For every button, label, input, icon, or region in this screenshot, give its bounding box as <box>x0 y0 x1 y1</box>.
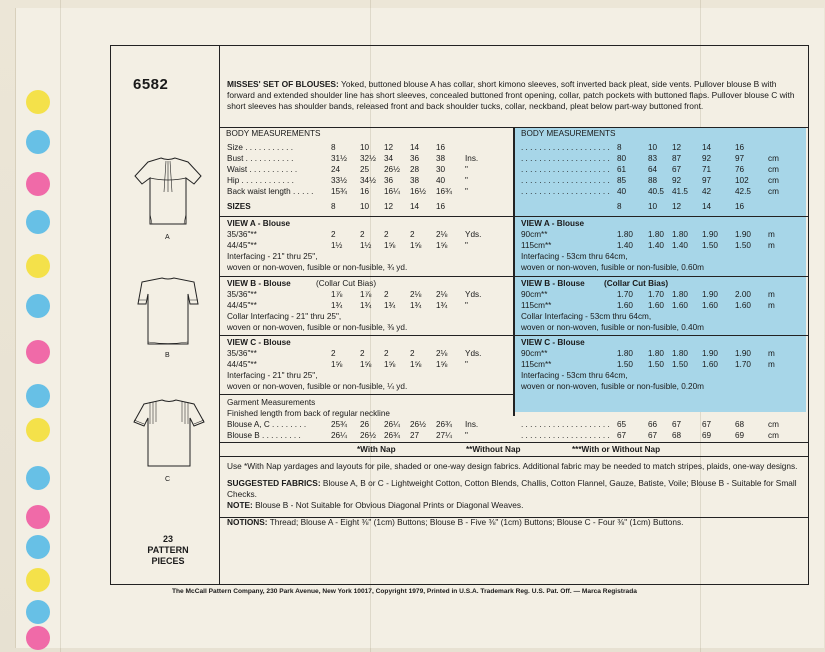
body-row-value: 16½ <box>410 187 426 196</box>
interfacing-note: woven or non-woven, fusible or non-fusible, ⅜ yd. <box>227 323 408 332</box>
body-row-label: Hip . . . . . . . . . . . . <box>227 176 294 185</box>
color-dot <box>26 172 50 196</box>
metric-body-row-value: 16 <box>735 143 745 152</box>
color-dot <box>26 600 50 624</box>
yardage-row-value: 1¾ <box>436 301 448 310</box>
body-row-unit: " <box>465 176 468 185</box>
yardage-row-value: 1⅝ <box>360 360 372 369</box>
metric-yardage-row-value: 1.90 <box>735 230 751 239</box>
metric-yardage-row-value: 2.00 <box>735 290 751 299</box>
body-row-value: 40 <box>436 176 446 185</box>
interfacing-note: Collar Interfacing - 21" thru 25", <box>227 312 342 321</box>
blouse-a-back-sketch <box>128 152 208 230</box>
metric-yardage-row-value: 1.40 <box>672 241 688 250</box>
body-row-label: Back waist length . . . . . <box>227 187 314 196</box>
body-row-value: 34 <box>384 154 394 163</box>
size-header: 14 <box>410 202 420 211</box>
body-row-value: 38 <box>436 154 446 163</box>
yardage-row-value: 2 <box>331 230 336 239</box>
metric-yardage-row-value: 1.50 <box>702 241 718 250</box>
interfacing-note: woven or non-woven, fusible or non-fusible, ¼ yd. <box>227 382 408 391</box>
metric-view-title: VIEW B - Blouse <box>521 279 585 288</box>
metric-yardage-row-value: 1.60 <box>672 301 688 310</box>
metric-garment-row-value: 65 <box>617 420 627 429</box>
metric-size-header: 12 <box>672 202 682 211</box>
imperial-heading: BODY MEASUREMENTS <box>226 129 321 138</box>
metric-interfacing-note: Interfacing - 53cm thru 64cm, <box>521 252 628 261</box>
pattern-pieces <box>128 534 208 567</box>
blouse-b-back-sketch <box>128 272 208 350</box>
metric-yardage-row-value: 1.90 <box>702 230 718 239</box>
body-row-label: Size . . . . . . . . . . . <box>227 143 293 152</box>
sizes-label: SIZES <box>227 202 251 211</box>
yardage-row-label: 35/36"** <box>227 349 257 358</box>
metric-interfacing-note: woven or non-woven, fusible or non-fusible, 0.40m <box>521 323 704 332</box>
body-row-value: 8 <box>331 143 336 152</box>
metric-interfacing-note: woven or non-woven, fusible or non-fusible, 0.20m <box>521 382 704 391</box>
metric-garment-row-value: 69 <box>702 431 712 440</box>
body-row-value: 25 <box>360 165 370 174</box>
body-row-value: 36 <box>384 176 394 185</box>
metric-body-row-unit: cm <box>768 154 779 163</box>
view-title: VIEW A - Blouse <box>227 219 291 228</box>
garment-row-unit: Ins. <box>465 420 479 429</box>
yardage-row-value: 2⅛ <box>410 290 422 299</box>
metric-garment-row-unit: cm <box>768 420 779 429</box>
divider <box>220 442 809 443</box>
garment-row-value: 26½ <box>360 431 376 440</box>
body-row-value: 32½ <box>360 154 376 163</box>
garment-row-value: 26½ <box>410 420 426 429</box>
view-title: VIEW C - Blouse <box>227 338 291 347</box>
metric-yardage-row-unit: m <box>768 290 775 299</box>
yardage-row-value: 2 <box>331 349 336 358</box>
metric-yardage-row-label: 115cm** <box>521 241 552 250</box>
color-dot <box>26 466 50 490</box>
garment-sub: Finished length from back of regular neckline <box>227 409 390 418</box>
metric-body-row-value: 97 <box>702 176 712 185</box>
metric-size-header: 8 <box>617 202 622 211</box>
view-title: VIEW B - Blouse <box>227 279 291 288</box>
metric-view-subtitle: (Collar Cut Bias) <box>604 279 669 288</box>
view-label-a: A <box>165 234 170 241</box>
divider <box>220 276 809 277</box>
divider <box>220 127 809 128</box>
color-dot <box>26 418 50 442</box>
body-row-value: 28 <box>410 165 420 174</box>
metric-yardage-row-value: 1.60 <box>702 360 718 369</box>
garment-row-label: Blouse B . . . . . . . . . <box>227 431 301 440</box>
metric-yardage-row-value: 1.90 <box>702 349 718 358</box>
metric-body-row-value: 88 <box>648 176 658 185</box>
notions-label: NOTIONS: <box>227 517 268 527</box>
body-row-value: 36 <box>410 154 420 163</box>
yardage-row-value: 2⅛ <box>436 230 448 239</box>
body-row-value: 30 <box>436 165 446 174</box>
view-label-c: C <box>165 476 171 483</box>
metric-yardage-row-value: 1.80 <box>672 290 688 299</box>
yardage-row-label: 35/36"** <box>227 290 257 299</box>
nap-with: *With Nap <box>357 445 396 454</box>
metric-body-row-value: 41.5 <box>672 187 688 196</box>
metric-yardage-row-label: 115cm** <box>521 301 552 310</box>
metric-yardage-row-unit: m <box>768 241 775 250</box>
fold-line <box>60 0 61 652</box>
metric-garment-row-leader: . . . . . . . . . . . . . . . . . . . . <box>521 431 610 440</box>
metric-body-row-value: 83 <box>648 154 658 163</box>
metric-yardage-row-value: 1.40 <box>648 241 664 250</box>
garment-row-label: Blouse A, C . . . . . . . . <box>227 420 307 429</box>
metric-yardage-row-value: 1.50 <box>735 241 751 250</box>
metric-body-row-value: 87 <box>672 154 682 163</box>
size-header: 8 <box>331 202 336 211</box>
metric-body-row-value: 61 <box>617 165 627 174</box>
metric-yardage-row-label: 90cm** <box>521 349 548 358</box>
yardage-row-value: 1⅝ <box>410 360 422 369</box>
body-row-value: 31½ <box>331 154 347 163</box>
body-row-unit: Ins. <box>465 154 479 163</box>
metric-view-title: VIEW A - Blouse <box>521 219 585 228</box>
metric-size-header: 14 <box>702 202 712 211</box>
yardage-row-value: 1⅝ <box>384 360 396 369</box>
yardage-row-value: 2 <box>384 290 389 299</box>
divider <box>220 456 809 457</box>
yardage-row-label: 44/45"** <box>227 360 257 369</box>
metric-garment-row-value: 67 <box>648 431 658 440</box>
metric-body-row-value: 64 <box>648 165 658 174</box>
interfacing-note: woven or non-woven, fusible or non-fusible, ¾ yd. <box>227 263 408 272</box>
metric-body-row-value: 14 <box>702 143 712 152</box>
body-row-label: Waist . . . . . . . . . . . <box>227 165 298 174</box>
metric-heading: BODY MEASUREMENTS <box>521 129 616 138</box>
metric-body-row-value: 42 <box>702 187 712 196</box>
color-dot <box>26 340 50 364</box>
yardage-row-unit: " <box>465 360 468 369</box>
view-label-b: B <box>165 352 170 359</box>
body-row-value: 24 <box>331 165 341 174</box>
body-row-value: 33½ <box>331 176 347 185</box>
yardage-row-value: 1⅝ <box>331 360 343 369</box>
metric-yardage-row-value: 1.80 <box>648 349 664 358</box>
metric-interfacing-note: Interfacing - 53cm thru 64cm, <box>521 371 628 380</box>
garment-row-value: 26¼ <box>331 431 347 440</box>
pieces-label-2: PIECES <box>151 556 185 566</box>
color-dot <box>26 384 50 408</box>
metric-yardage-row-unit: m <box>768 230 775 239</box>
metric-body-row-value: 97 <box>735 154 745 163</box>
interfacing-note: Interfacing - 21" thru 25", <box>227 252 318 261</box>
garment-row-value: 27¼ <box>436 431 452 440</box>
metric-body-row-value: 40.5 <box>648 187 664 196</box>
yardage-row-unit: Yds. <box>465 230 482 239</box>
metric-yardage-row-value: 1.90 <box>735 349 751 358</box>
yardage-row-label: 35/36"** <box>227 230 257 239</box>
yardage-row-value: 1½ <box>360 241 372 250</box>
yardage-row-unit: " <box>465 301 468 310</box>
yardage-row-value: 1⅝ <box>384 241 396 250</box>
metric-interfacing-note: woven or non-woven, fusible or non-fusible, 0.60m <box>521 263 704 272</box>
metric-yardage-row-value: 1.40 <box>617 241 633 250</box>
color-dot <box>26 568 50 592</box>
divider <box>220 216 809 217</box>
metric-body-row-unit: cm <box>768 176 779 185</box>
nap-without: **Without Nap <box>466 445 521 454</box>
metric-yardage-row-value: 1.70 <box>648 290 664 299</box>
yardage-row-value: 2 <box>384 349 389 358</box>
yardage-row-unit: " <box>465 241 468 250</box>
metric-body-row-value: 71 <box>702 165 712 174</box>
yardage-row-value: 1½ <box>331 241 343 250</box>
pattern-number: 6582 <box>133 76 169 93</box>
notes <box>227 461 807 528</box>
body-row-value: 16 <box>360 187 370 196</box>
yardage-row-value: 2 <box>360 230 365 239</box>
metric-yardage-row-value: 1.70 <box>735 360 751 369</box>
yardage-row-value: 1¾ <box>331 301 343 310</box>
metric-body-row-value: 76 <box>735 165 745 174</box>
metric-body-row-leader: . . . . . . . . . . . . . . . . . . . . <box>521 187 610 196</box>
metric-garment-row-value: 68 <box>672 431 682 440</box>
metric-yardage-row-label: 90cm** <box>521 290 548 299</box>
yardage-row-value: 2 <box>410 230 415 239</box>
yardage-row-value: 1⅝ <box>436 360 448 369</box>
yardage-row-value: 2 <box>410 349 415 358</box>
metric-body-row-value: 12 <box>672 143 682 152</box>
view-subtitle: (Collar Cut Bias) <box>316 279 377 288</box>
yardage-row-value: 1⅞ <box>331 290 343 299</box>
garment-title: Garment Measurements <box>227 398 316 407</box>
yardage-row-value: 1⅝ <box>436 241 448 250</box>
metric-yardage-row-value: 1.50 <box>617 360 633 369</box>
metric-garment-row-leader: . . . . . . . . . . . . . . . . . . . . <box>521 420 610 429</box>
yardage-row-value: 2 <box>384 230 389 239</box>
metric-body-row-value: 92 <box>672 176 682 185</box>
metric-body-row-value: 42.5 <box>735 187 751 196</box>
metric-body-row-leader: . . . . . . . . . . . . . . . . . . . . <box>521 143 610 152</box>
blouse-c-back-sketch <box>126 394 212 474</box>
description-title: MISSES' SET OF BLOUSES: <box>227 79 339 89</box>
color-dot <box>26 535 50 559</box>
nap-usage-note: Use *With Nap yardages and layouts for pile, shaded or one-way design fabrics. Additional fabric may be needed to match stripes, plaids, one-way designs. <box>227 461 798 471</box>
metric-yardage-row-value: 1.80 <box>617 230 633 239</box>
yardage-row-value: 1¾ <box>384 301 396 310</box>
metric-garment-row-value: 67 <box>702 420 712 429</box>
body-row-unit: " <box>465 187 468 196</box>
metric-body-row-value: 85 <box>617 176 627 185</box>
metric-yardage-row-value: 1.80 <box>617 349 633 358</box>
metric-yardage-row-unit: m <box>768 349 775 358</box>
body-row-value: 10 <box>360 143 370 152</box>
garment-row-value: 25¾ <box>331 420 347 429</box>
metric-yardage-row-value: 1.60 <box>617 301 633 310</box>
metric-body-row-value: 92 <box>702 154 712 163</box>
pieces-count: 23 <box>162 534 173 544</box>
metric-yardage-row-unit: m <box>768 360 775 369</box>
color-dot <box>26 505 50 529</box>
fabrics-label: SUGGESTED FABRICS: <box>227 478 321 488</box>
metric-yardage-row-value: 1.50 <box>648 360 664 369</box>
metric-yardage-row-value: 1.60 <box>648 301 664 310</box>
metric-yardage-row-value: 1.80 <box>672 349 688 358</box>
divider <box>220 394 514 395</box>
metric-yardage-row-value: 1.60 <box>702 301 718 310</box>
body-row-value: 16 <box>436 143 446 152</box>
body-row-value: 12 <box>384 143 394 152</box>
metric-body-row-leader: . . . . . . . . . . . . . . . . . . . . <box>521 154 610 163</box>
metric-body-row-value: 40 <box>617 187 627 196</box>
publisher-footer: The McCall Pattern Company, 230 Park Avenue, New York 10017, Copyright 1979, Printed in U.S.A. Trademark Reg. U.S. Pat. Off. — Marca Registrada <box>172 588 637 595</box>
body-row-value: 14 <box>410 143 420 152</box>
yardage-row-value: 1⅞ <box>360 290 372 299</box>
metric-garment-row-unit: cm <box>768 431 779 440</box>
garment-row-value: 26 <box>360 420 370 429</box>
body-row-label: Bust . . . . . . . . . . . <box>227 154 294 163</box>
metric-garment-row-value: 68 <box>735 420 745 429</box>
garment-row-value: 26¼ <box>384 420 400 429</box>
yardage-row-value: 2⅛ <box>436 349 448 358</box>
note-text: Blouse B - Not Suitable for Obvious Diagonal Prints or Diagonal Weaves. <box>255 500 524 510</box>
yardage-row-unit: Yds. <box>465 349 482 358</box>
metric-yardage-row-label: 115cm** <box>521 360 552 369</box>
color-dot <box>26 254 50 278</box>
fabrics-text: Blouse A, B or C - Lightweight Cotton, Cotton Blends, Challis, Cotton Flannel, Gauze, Batiste, Voile; Blouse B - Suitable for Small Checks. <box>227 478 797 499</box>
body-row-value: 16¼ <box>384 187 400 196</box>
metric-yardage-row-value: 1.80 <box>672 230 688 239</box>
garment-row-unit: " <box>465 431 468 440</box>
yardage-row-value: 1¾ <box>410 301 422 310</box>
metric-yardage-row-value: 1.70 <box>617 290 633 299</box>
yardage-row-value: 2⅛ <box>436 290 448 299</box>
yardage-row-value: 2 <box>360 349 365 358</box>
description <box>227 79 805 112</box>
nap-either: ***With or Without Nap <box>572 445 661 454</box>
metric-garment-row-value: 67 <box>672 420 682 429</box>
metric-body-row-unit: cm <box>768 165 779 174</box>
notions-text: Thread; Blouse A - Eight ⅜" (1cm) Buttons; Blouse B - Five ⅜" (1cm) Buttons; Blouse C - Four ⅜" (1cm) Buttons. <box>269 517 684 527</box>
metric-yardage-row-unit: m <box>768 301 775 310</box>
body-row-value: 16¾ <box>436 187 452 196</box>
metric-view-title: VIEW C - Blouse <box>521 338 585 347</box>
garment-row-value: 26¾ <box>384 431 400 440</box>
garment-row-value: 26¾ <box>436 420 452 429</box>
body-row-value: 34½ <box>360 176 376 185</box>
metric-body-row-leader: . . . . . . . . . . . . . . . . . . . . <box>521 176 610 185</box>
garment-row-value: 27 <box>410 431 420 440</box>
yardage-row-unit: Yds. <box>465 290 482 299</box>
metric-yardage-row-label: 90cm** <box>521 230 548 239</box>
metric-size-header: 16 <box>735 202 745 211</box>
metric-body-row-value: 10 <box>648 143 658 152</box>
color-dot <box>26 210 50 234</box>
size-header: 12 <box>384 202 394 211</box>
color-dot <box>26 294 50 318</box>
body-row-value: 15¾ <box>331 187 347 196</box>
metric-garment-row-value: 66 <box>648 420 658 429</box>
body-row-value: 26½ <box>384 165 400 174</box>
yardage-row-label: 44/45"** <box>227 301 257 310</box>
metric-yardage-row-value: 1.60 <box>735 301 751 310</box>
metric-body-row-leader: . . . . . . . . . . . . . . . . . . . . <box>521 165 610 174</box>
pieces-label-1: PATTERN <box>147 545 189 555</box>
column-divider <box>513 127 515 416</box>
metric-yardage-row-value: 1.50 <box>672 360 688 369</box>
description-text: Yoked, buttoned blouse A has collar, short kimono sleeves, soft inverted back pleat, side vents. Pullover blouse B with forward and extended shoulder line has short sleeves, concealed buttoned front opening, collar, patch pockets with buttoned flaps. Pullover blouse C with short sleeves has shoulder bands, released front and back shoulder tucks, collar, neckband, pleat below part-way buttoned front. <box>227 79 795 111</box>
metric-body-row-value: 8 <box>617 143 622 152</box>
divider <box>220 335 809 336</box>
yardage-row-label: 44/45"** <box>227 241 257 250</box>
metric-body-row-value: 80 <box>617 154 627 163</box>
color-dot <box>26 626 50 650</box>
yardage-row-value: 1⅝ <box>410 241 422 250</box>
size-header: 10 <box>360 202 370 211</box>
metric-body-row-value: 67 <box>672 165 682 174</box>
metric-interfacing-note: Collar Interfacing - 53cm thru 64cm, <box>521 312 652 321</box>
body-row-value: 38 <box>410 176 420 185</box>
size-header: 16 <box>436 202 446 211</box>
metric-garment-row-value: 69 <box>735 431 745 440</box>
note-label: NOTE: <box>227 500 253 510</box>
yardage-row-value: 1¾ <box>360 301 372 310</box>
body-row-unit: " <box>465 165 468 174</box>
metric-yardage-row-value: 1.90 <box>702 290 718 299</box>
color-dot <box>26 90 50 114</box>
metric-body-row-value: 102 <box>735 176 749 185</box>
metric-size-header: 10 <box>648 202 658 211</box>
metric-garment-row-value: 67 <box>617 431 627 440</box>
metric-body-row-unit: cm <box>768 187 779 196</box>
color-dot <box>26 130 50 154</box>
interfacing-note: Interfacing - 21" thru 25", <box>227 371 318 380</box>
metric-yardage-row-value: 1.80 <box>648 230 664 239</box>
